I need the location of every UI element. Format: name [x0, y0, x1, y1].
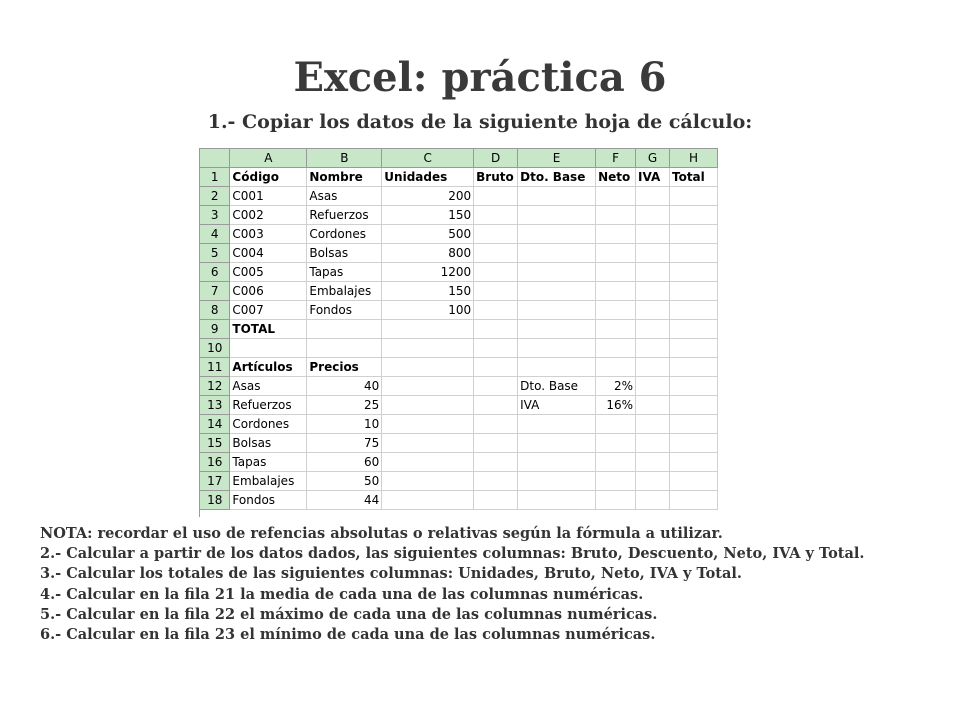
cell: [596, 244, 636, 263]
cell: 2%: [596, 377, 636, 396]
cell: [669, 320, 717, 339]
cell: Tapas: [307, 263, 382, 282]
cell: [474, 491, 518, 510]
cell: [596, 320, 636, 339]
cell: [474, 377, 518, 396]
cell: [669, 358, 717, 377]
row-header: 16: [200, 453, 230, 472]
column-header: H: [669, 149, 717, 168]
cell: [596, 339, 636, 358]
cell: C002: [230, 206, 307, 225]
cell: TOTAL: [230, 320, 307, 339]
cell: [636, 244, 670, 263]
cell: [474, 187, 518, 206]
cell: [382, 339, 474, 358]
cell: [474, 472, 518, 491]
cell: [636, 491, 670, 510]
cell: Precios: [307, 358, 382, 377]
cell: [474, 301, 518, 320]
column-header: G: [636, 149, 670, 168]
cell: 60: [307, 453, 382, 472]
row-header: 7: [200, 282, 230, 301]
page-title: Excel: práctica 6: [293, 54, 667, 101]
cell: [596, 472, 636, 491]
cell: [518, 415, 596, 434]
cell: [382, 396, 474, 415]
spreadsheet-row: [200, 339, 718, 358]
cell: 40: [307, 377, 382, 396]
cell: 10: [307, 415, 382, 434]
cell: [474, 225, 518, 244]
cell: [636, 339, 670, 358]
cell: 150: [382, 206, 474, 225]
cell: [307, 320, 382, 339]
corner-cell: [200, 149, 230, 168]
cell: [669, 301, 717, 320]
cell: [669, 206, 717, 225]
row-header: 18: [200, 491, 230, 510]
cell: 44: [307, 491, 382, 510]
cell: [596, 187, 636, 206]
cell: [382, 472, 474, 491]
cell: [636, 453, 670, 472]
cell: [474, 320, 518, 339]
cell: [382, 358, 474, 377]
cell: [230, 339, 307, 358]
cell: [518, 358, 596, 377]
note-line: NOTA: recordar el uso de refencias absolutas o relativas según la fórmula a utilizar.: [40, 525, 723, 542]
row-header: 6: [200, 263, 230, 282]
cell: [518, 434, 596, 453]
cell: [669, 244, 717, 263]
cell: C003: [230, 225, 307, 244]
row-header: 17: [200, 472, 230, 491]
cell: [596, 206, 636, 225]
cell: Código: [230, 168, 307, 187]
cell: C006: [230, 282, 307, 301]
cell: [474, 396, 518, 415]
cell: [669, 434, 717, 453]
cell: Embalajes: [307, 282, 382, 301]
cell: Bolsas: [230, 434, 307, 453]
cell: [669, 491, 717, 510]
cell: Embalajes: [230, 472, 307, 491]
column-header: A: [230, 149, 307, 168]
note-line: 3.- Calcular los totales de las siguientes columnas: Unidades, Bruto, Neto, IVA y Total.: [40, 565, 742, 583]
cell: [596, 282, 636, 301]
row-header: 9: [200, 320, 230, 339]
cell: [669, 377, 717, 396]
cell: IVA: [636, 168, 670, 187]
cell: C007: [230, 301, 307, 320]
row-header: 4: [200, 225, 230, 244]
column-header: E: [518, 149, 596, 168]
cell: [518, 225, 596, 244]
cell: IVA: [518, 396, 596, 415]
cell: [636, 320, 670, 339]
cell: [518, 187, 596, 206]
spreadsheet-row: [200, 282, 718, 301]
cell: Bruto: [474, 168, 518, 187]
cell: 100: [382, 301, 474, 320]
spreadsheet-row: [200, 434, 718, 453]
row-header: 14: [200, 415, 230, 434]
spreadsheet-row: [200, 358, 718, 377]
cell: [518, 263, 596, 282]
cell: 25: [307, 396, 382, 415]
cell: Dto. Base: [518, 377, 596, 396]
note-line: 5.- Calcular en la fila 22 el máximo de cada una de las columnas numéricas.: [40, 605, 658, 623]
cell: Fondos: [230, 491, 307, 510]
spreadsheet-row: [200, 168, 718, 187]
cell: [636, 377, 670, 396]
cell: 75: [307, 434, 382, 453]
cell: [382, 415, 474, 434]
cell: Refuerzos: [230, 396, 307, 415]
cell: Asas: [307, 187, 382, 206]
cell: [474, 434, 518, 453]
row-header: 12: [200, 377, 230, 396]
row-header: 10: [200, 339, 230, 358]
row-header: 13: [200, 396, 230, 415]
row-header: 15: [200, 434, 230, 453]
cell: [636, 263, 670, 282]
cell: [307, 339, 382, 358]
cell: [669, 339, 717, 358]
row-header: 1: [200, 168, 230, 187]
spreadsheet-row: [200, 491, 718, 510]
cell: [636, 415, 670, 434]
instructions: [40, 524, 940, 645]
spreadsheet-row: [200, 396, 718, 415]
cell: [596, 491, 636, 510]
cell: C005: [230, 263, 307, 282]
cell: [596, 358, 636, 377]
cell: 500: [382, 225, 474, 244]
cell: [518, 491, 596, 510]
cell: [518, 206, 596, 225]
spreadsheet-row: [200, 301, 718, 320]
cell: Cordones: [230, 415, 307, 434]
spreadsheet-row: [200, 472, 718, 491]
note-line: 2.- Calcular a partir de los datos dados, las siguientes columnas: Bruto, Descuento, Neto, IVA y Total.: [40, 545, 865, 563]
cell: [474, 358, 518, 377]
spreadsheet-row: [200, 415, 718, 434]
cell: [474, 339, 518, 358]
cell: [474, 282, 518, 301]
cell: [382, 320, 474, 339]
cell: [382, 434, 474, 453]
spreadsheet-body: [200, 168, 718, 510]
cell: [518, 339, 596, 358]
cell: Neto: [596, 168, 636, 187]
note-line: 6.- Calcular en la fila 23 el mínimo de cada una de las columnas numéricas.: [40, 626, 656, 644]
cell: [636, 472, 670, 491]
cell: Cordones: [307, 225, 382, 244]
cell: Fondos: [307, 301, 382, 320]
cell: [636, 434, 670, 453]
cell: [596, 434, 636, 453]
note-line: 4.- Calcular en la fila 21 la media de cada una de las columnas numéricas.: [40, 585, 644, 603]
cell: Tapas: [230, 453, 307, 472]
column-header: B: [307, 149, 382, 168]
spreadsheet-row: [200, 377, 718, 396]
cell: [518, 282, 596, 301]
row-header: 5: [200, 244, 230, 263]
cell: [669, 263, 717, 282]
cell: Artículos: [230, 358, 307, 377]
column-header: D: [474, 149, 518, 168]
row-header: 8: [200, 301, 230, 320]
cell: [518, 453, 596, 472]
spreadsheet-grid: [200, 149, 718, 510]
row-header: 3: [200, 206, 230, 225]
cell: [474, 206, 518, 225]
cell: 50: [307, 472, 382, 491]
cell: [518, 320, 596, 339]
spreadsheet-row: [200, 225, 718, 244]
cell: 1200: [382, 263, 474, 282]
spreadsheet-row: [200, 187, 718, 206]
cell: [669, 282, 717, 301]
spreadsheet-screenshot: [199, 148, 718, 517]
cell: [636, 358, 670, 377]
cell: [636, 301, 670, 320]
page-subtitle: 1.- Copiar los datos de la siguiente hoja de cálculo:: [207, 111, 753, 133]
column-header: C: [382, 149, 474, 168]
cell: [636, 282, 670, 301]
cell: [669, 187, 717, 206]
cell: [474, 415, 518, 434]
cell: C001: [230, 187, 307, 206]
cell: 150: [382, 282, 474, 301]
spreadsheet-row: [200, 206, 718, 225]
column-header: F: [596, 149, 636, 168]
cell: [596, 301, 636, 320]
cell: Total: [669, 168, 717, 187]
cell: [596, 415, 636, 434]
row-header: 2: [200, 187, 230, 206]
cell: [518, 472, 596, 491]
cell: [669, 225, 717, 244]
cell: [636, 396, 670, 415]
cell: [518, 301, 596, 320]
spreadsheet-row: [200, 244, 718, 263]
cell: [636, 187, 670, 206]
cell: [669, 396, 717, 415]
cell: [518, 244, 596, 263]
cell: [474, 453, 518, 472]
cell: Dto. Base: [518, 168, 596, 187]
spreadsheet-row: [200, 453, 718, 472]
cell: [474, 244, 518, 263]
cell: C004: [230, 244, 307, 263]
cell: Bolsas: [307, 244, 382, 263]
cell: [636, 206, 670, 225]
cell: [382, 377, 474, 396]
spreadsheet-row: [200, 320, 718, 339]
cell: [636, 225, 670, 244]
cell: [669, 415, 717, 434]
cell: [382, 453, 474, 472]
cell: [596, 453, 636, 472]
cell: [669, 453, 717, 472]
cell: 16%: [596, 396, 636, 415]
column-header-row: [200, 149, 718, 168]
row-header: 11: [200, 358, 230, 377]
cell: [474, 263, 518, 282]
cell: [596, 263, 636, 282]
cell: Nombre: [307, 168, 382, 187]
cell: Refuerzos: [307, 206, 382, 225]
cell: [382, 491, 474, 510]
cell: 200: [382, 187, 474, 206]
cell: [596, 225, 636, 244]
cell: [669, 472, 717, 491]
cell: Asas: [230, 377, 307, 396]
cell: 800: [382, 244, 474, 263]
cell: Unidades: [382, 168, 474, 187]
spreadsheet-row: [200, 263, 718, 282]
